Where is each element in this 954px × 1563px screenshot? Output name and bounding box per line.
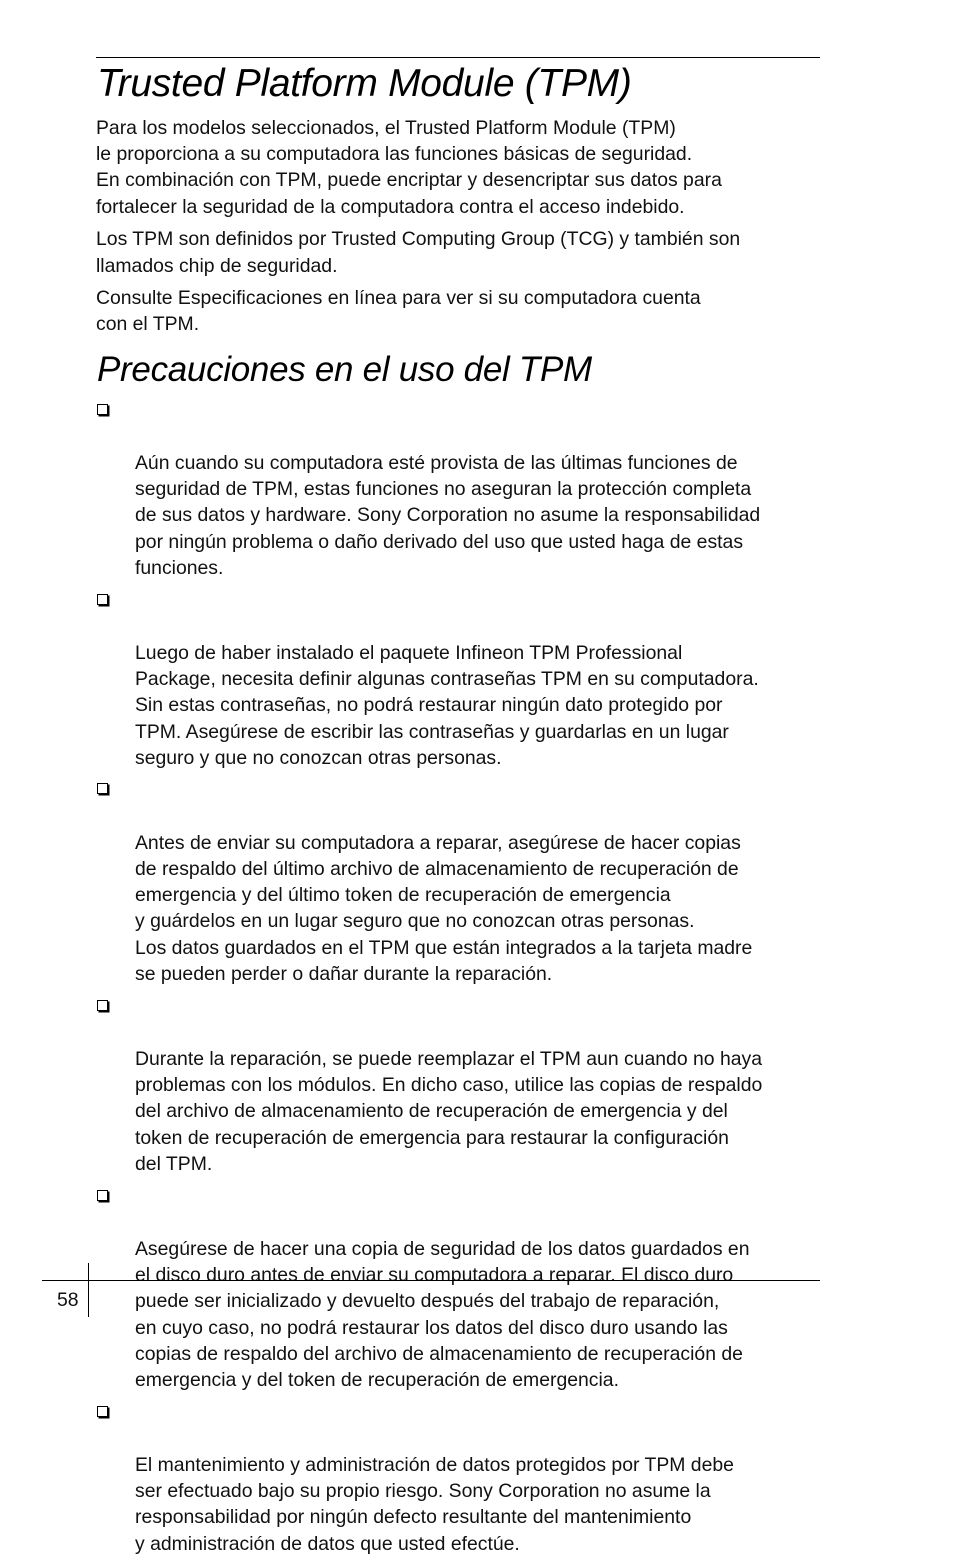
footer-rule bbox=[42, 1280, 820, 1281]
precautions-list bbox=[96, 398, 820, 1557]
footer-divider-tick bbox=[88, 1263, 89, 1317]
checkbox-icon bbox=[97, 1406, 108, 1417]
checkbox-icon bbox=[97, 1190, 108, 1201]
intro-paragraph-3: Consulte Especificaciones en línea para ver si su computadora cuenta con el TPM. bbox=[96, 287, 701, 336]
list-item bbox=[96, 588, 820, 771]
list-item-text: El mantenimiento y administración de datos protegidos por TPM debe ser efectuado bajo su propio riesgo. Sony Corporation no asume la responsabilidad por ningún defecto resultante del mantenimiento y administración de datos que usted efectúe. bbox=[135, 1454, 734, 1555]
intro-paragraph-2: Los TPM son definidos por Trusted Computing Group (TCG) y también son llamados chip de seguridad. bbox=[96, 228, 741, 277]
page-title: Trusted Platform Module (TPM) bbox=[97, 62, 632, 105]
checkbox-icon bbox=[97, 404, 108, 415]
list-item-text: Antes de enviar su computadora a reparar, asegúrese de hacer copias de respaldo del último archivo de almacenamiento de recuperación de emergencia y del último token de recuperación de emergencia y guárdelos en un lugar seguro que no conozcan otras personas. Los datos guardados en el TPM que están integrados a la tarjeta madre se pueden perder o dañar durante la reparación. bbox=[135, 831, 753, 985]
checkbox-icon bbox=[97, 1000, 108, 1011]
list-item-text: Asegúrese de hacer una copia de seguridad de los datos guardados en el disco duro antes de enviar su computadora a reparar. El disco duro puede ser inicializado y devuelto después del trabajo de reparación, en cuyo caso, no podrá restaurar los datos del disco duro usando las copias de respaldo del archivo de almacenamiento de recuperación de emergencia y del token de recuperación de emergencia. bbox=[135, 1237, 750, 1391]
section-title: Precauciones en el uso del TPM bbox=[97, 349, 592, 389]
list-item-text: Luego de haber instalado el paquete Infineon TPM Professional Package, necesita definir algunas contraseñas TPM en su computadora. Sin estas contraseñas, no podrá restaurar ningún dato protegido por TPM. Asegúrese de escribir las contraseñas y guardarlas en un lugar seguro y que no conozcan otras personas. bbox=[135, 641, 759, 769]
list-item-text: Aún cuando su computadora esté provista de las últimas funciones de seguridad de TPM, estas funciones no aseguran la protección completa de sus datos y hardware. Sony Corporation no asume la responsabilidad por ningún problema o daño derivado del uso que usted haga de estas funciones. bbox=[135, 452, 761, 579]
checkbox-icon bbox=[97, 783, 108, 794]
list-item bbox=[96, 1400, 820, 1557]
list-item-text: Durante la reparación, se puede reemplazar el TPM aun cuando no haya problemas con los módulos. En dicho caso, utilice las copias de respaldo del archivo de almacenamiento de recuperación de emergencia y del token de recuperación de emergencia para restaurar la configuración del TPM. bbox=[135, 1048, 763, 1175]
intro-paragraph-1: Para los modelos seleccionados, el Trusted Platform Module (TPM) le proporciona a su computadora las funciones básicas de seguridad. En combinación con TPM, puede encriptar y desencriptar sus datos para fortalecer la seguridad de la computadora contra el acceso indebido. bbox=[96, 117, 722, 218]
list-item bbox=[96, 994, 820, 1177]
list-item bbox=[96, 398, 820, 581]
page-content bbox=[96, 60, 820, 1563]
list-item bbox=[96, 777, 820, 987]
list-item bbox=[96, 1184, 820, 1394]
checkbox-icon bbox=[97, 594, 108, 605]
top-rule bbox=[96, 57, 820, 58]
page-number: 58 bbox=[57, 1289, 79, 1311]
